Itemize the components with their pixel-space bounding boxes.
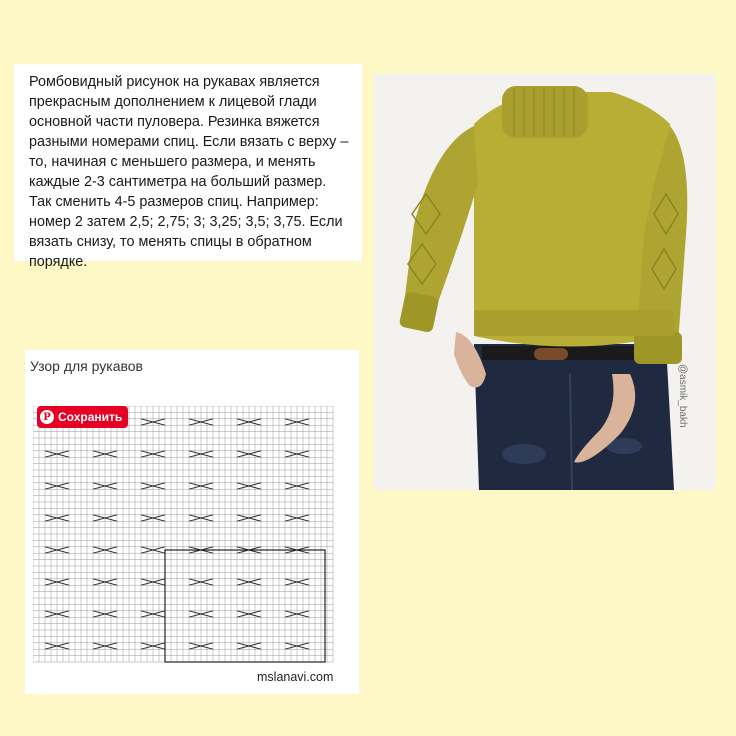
pinterest-save-button[interactable]	[37, 406, 128, 428]
knitting-chart-card	[25, 350, 359, 694]
pinterest-icon: P	[40, 410, 54, 424]
description-card	[14, 64, 362, 270]
chart-title: Узор для рукавов	[30, 358, 143, 374]
sweater-photo	[374, 74, 716, 490]
description-text: Ромбовидный рисунок на рукавах является прекрасным дополнением к лицевой глади основной части пуловера. Резинка вяжется разными номерами спиц. Если вязать с верху – то, начиная с меньшего размера, и менять каждые 2-3 сантиметра на больший размер. Так сменить 4-5 размеров спиц. Например: номер 2 затем 2,5; 2,75; 3; 3,25; 3,5; 3,75. Если вязать снизу, то менять спицы в обратном порядке.	[29, 74, 349, 270]
knitting-chart-grid	[33, 406, 343, 670]
site-watermark: mslanavi.com	[257, 670, 334, 684]
photo-watermark: @asmik_bakh	[677, 364, 688, 428]
save-label: Сохранить	[58, 410, 123, 424]
sweater-illustration	[374, 74, 716, 490]
